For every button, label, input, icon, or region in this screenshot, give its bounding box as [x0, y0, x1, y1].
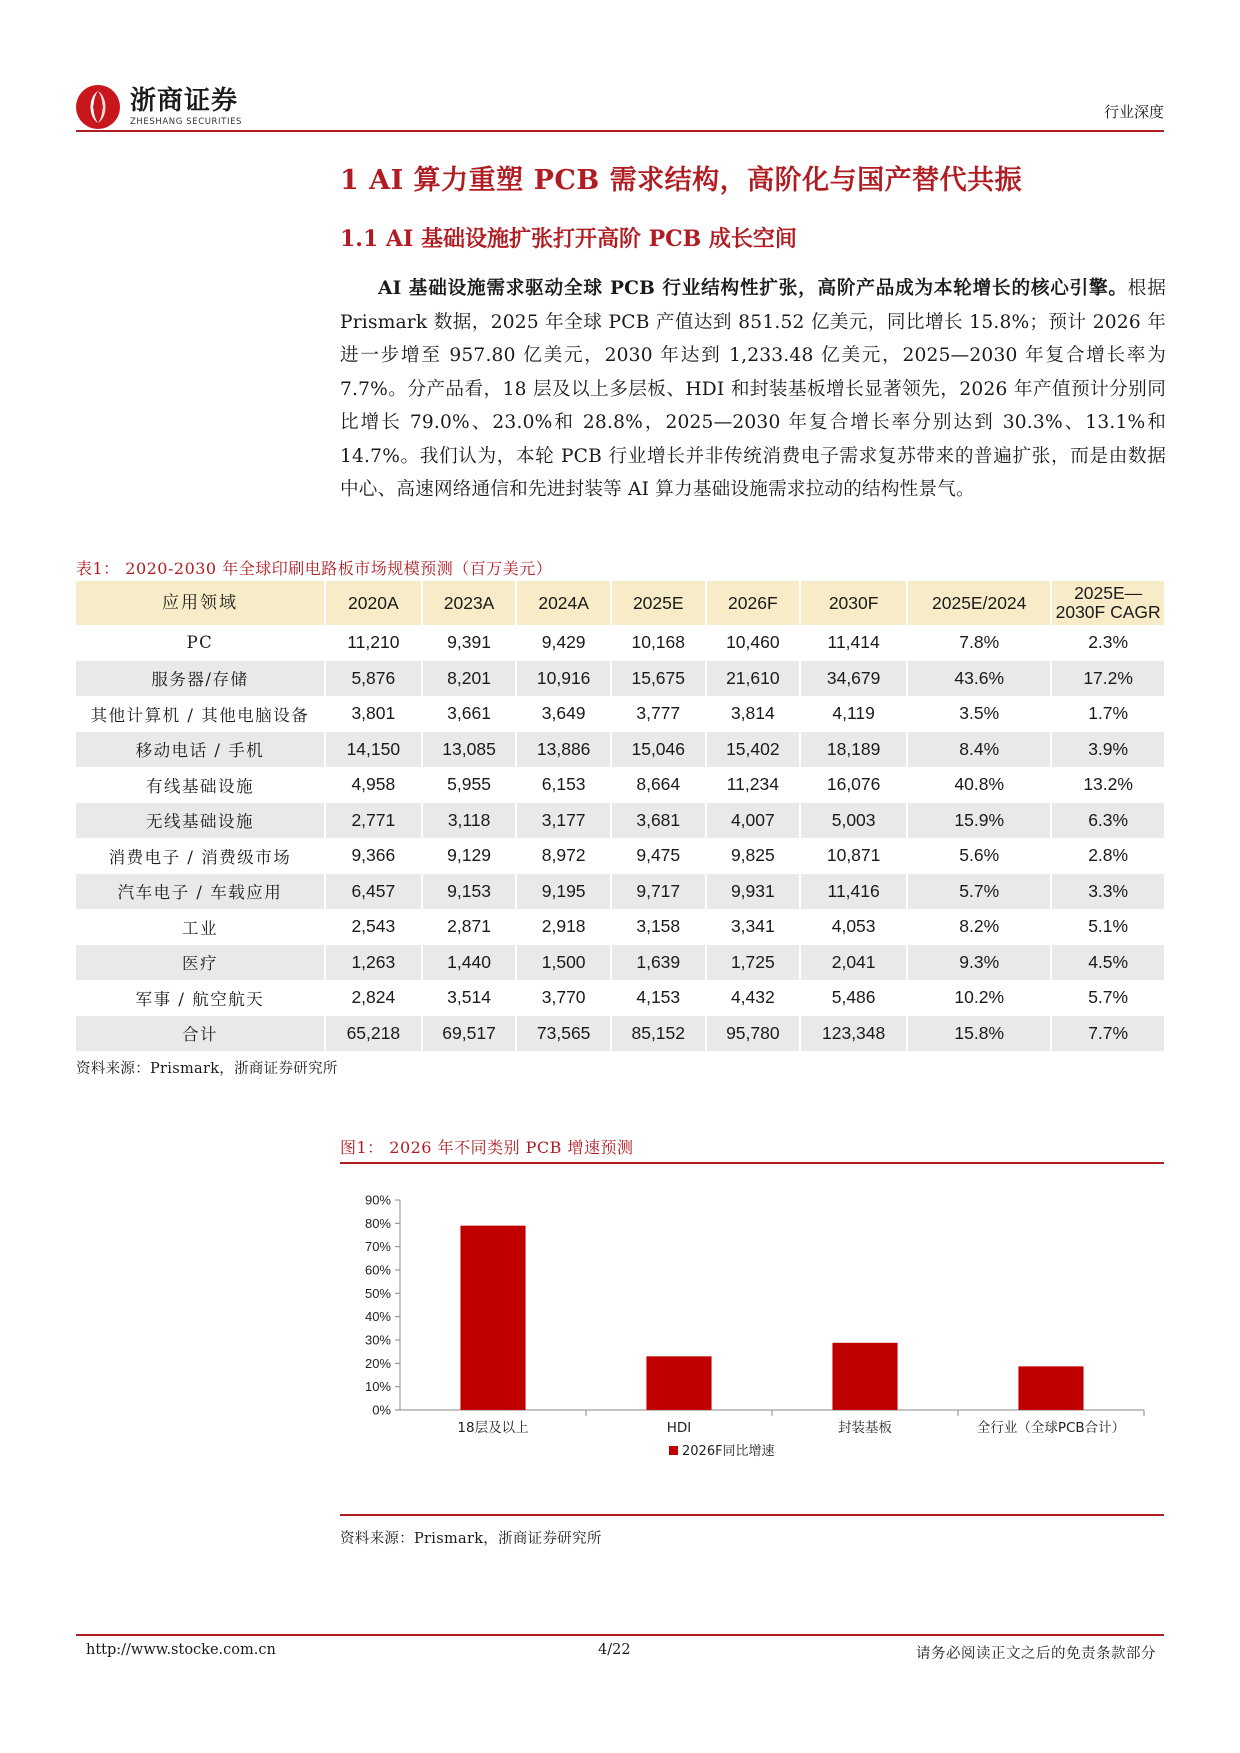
table-row	[76, 767, 1164, 803]
table-cell: 65,218	[325, 1016, 422, 1052]
table-row-label: 医疗	[76, 945, 325, 981]
table-cell: 85,152	[611, 1016, 706, 1052]
table-cell: 15,675	[611, 661, 706, 697]
table-cell: 3.9%	[1051, 732, 1164, 768]
table-cell: 13,085	[422, 732, 517, 768]
table-row	[76, 625, 1164, 661]
table-cell: 4.5%	[1051, 945, 1164, 981]
body-paragraph	[340, 272, 1166, 507]
figure-top-rule	[340, 1162, 1164, 1164]
table-cell: 2,918	[516, 909, 611, 945]
table-cell: 4,432	[706, 980, 801, 1016]
table-cell: 15,402	[706, 732, 801, 768]
table-header-cell: 2025E	[611, 581, 706, 625]
table-row-label: 汽车电子 / 车载应用	[76, 874, 325, 910]
table-source: 资料来源：Prismark，浙商证券研究所	[76, 1061, 338, 1077]
table-cell: 123,348	[800, 1016, 907, 1052]
table-cell: 5,486	[800, 980, 907, 1016]
table-cell: 2,771	[325, 803, 422, 839]
table-cell: 9,366	[325, 838, 422, 874]
table-cell: 3,661	[422, 696, 517, 732]
table-cell: 5,876	[325, 661, 422, 697]
y-tick-label: 60%	[364, 1262, 391, 1278]
table-cell: 34,679	[800, 661, 907, 697]
growth-bar-chart	[340, 1170, 1164, 1510]
y-tick-label: 0%	[372, 1402, 391, 1418]
table-cell: 43.6%	[907, 661, 1051, 697]
table-caption: 表1： 2020-2030 年全球印刷电路板市场规模预测（百万美元）	[76, 559, 553, 578]
section-heading: 1 AI 算力重塑 PCB 需求结构，高阶化与国产替代共振	[340, 165, 1023, 196]
table-cell: 11,416	[800, 874, 907, 910]
table-cell: 1,440	[422, 945, 517, 981]
table-cell: 4,119	[800, 696, 907, 732]
table-row-label: 有线基础设施	[76, 767, 325, 803]
page-number: 4/22	[598, 1642, 631, 1658]
table-cell: 13,886	[516, 732, 611, 768]
table-cell: 5.7%	[1051, 980, 1164, 1016]
table-row-label: 消费电子 / 消费级市场	[76, 838, 325, 874]
table-row	[76, 980, 1164, 1016]
table-cell: 8,972	[516, 838, 611, 874]
table-row-label: 无线基础设施	[76, 803, 325, 839]
table-row-label: 服务器/存储	[76, 661, 325, 697]
table-cell: 8.4%	[907, 732, 1051, 768]
table-cell: 5.7%	[907, 874, 1051, 910]
table-header-cell: 2020A	[325, 581, 422, 625]
table-cell: 9,195	[516, 874, 611, 910]
table-cell: 9,391	[422, 625, 517, 661]
table-cell: 7.8%	[907, 625, 1051, 661]
table-cell: 2,871	[422, 909, 517, 945]
table-header-cell: 应用领域	[76, 581, 325, 625]
table-cell: 15.8%	[907, 1016, 1051, 1052]
table-cell: 10,871	[800, 838, 907, 874]
table-cell: 6,457	[325, 874, 422, 910]
table-cell: 8,664	[611, 767, 706, 803]
table-cell: 16,076	[800, 767, 907, 803]
table-cell: 73,565	[516, 1016, 611, 1052]
table-cell: 10,460	[706, 625, 801, 661]
table-cell: 3,777	[611, 696, 706, 732]
table-cell: 2.8%	[1051, 838, 1164, 874]
table-row	[76, 1016, 1164, 1052]
table-cell: 21,610	[706, 661, 801, 697]
table-cell: 5.6%	[907, 838, 1051, 874]
x-tick-label: HDI	[666, 1420, 692, 1436]
footer-divider	[76, 1634, 1164, 1636]
table-cell: 1,639	[611, 945, 706, 981]
table-row	[76, 732, 1164, 768]
table-row	[76, 803, 1164, 839]
figure-bottom-rule	[340, 1514, 1164, 1516]
table-cell: 4,958	[325, 767, 422, 803]
logo-emblem-icon	[74, 83, 122, 131]
table-header-cell: 2023A	[422, 581, 517, 625]
table-header-cell: 2024A	[516, 581, 611, 625]
y-tick-label: 30%	[364, 1332, 391, 1348]
table-cell: 3,681	[611, 803, 706, 839]
y-tick-label: 50%	[364, 1285, 391, 1301]
table-row-label: 军事 / 航空航天	[76, 980, 325, 1016]
table-cell: 9,475	[611, 838, 706, 874]
table-cell: 10,916	[516, 661, 611, 697]
paragraph-body: 根据 Prismark 数据，2025 年全球 PCB 产值达到 851.52 亿美元，同比增长 15.8%；预计 2026 年进一步增至 957.80 亿美元，2030 年达到 1,233.48 亿美元，2025—2030 年复合增长率为 7.7%。分产品看，18 层及以上多层板、HDI 和封装基板增长显著领先，2026 年产值预计分别同比增长 79.0%、23.0%和 28.8%，2025—2030 年复合增长率分别达到 30.3%、13.1%和 14.7%。我们认为，本轮 PCB 行业增长并非传统消费电子需求复苏带来的普遍扩张，而是由数据中心、高速网络通信和先进封装等 AI 算力基础设施需求拉动的结构性景气。	[340, 278, 1166, 500]
table-row	[76, 696, 1164, 732]
table-header-cell: 2026F	[706, 581, 801, 625]
table-cell: 40.8%	[907, 767, 1051, 803]
table-cell: 18,189	[800, 732, 907, 768]
table-cell: 9,153	[422, 874, 517, 910]
table-cell: 6.3%	[1051, 803, 1164, 839]
table-cell: 9,717	[611, 874, 706, 910]
table-cell: 3,158	[611, 909, 706, 945]
table-cell: 13.2%	[1051, 767, 1164, 803]
table-cell: 3,814	[706, 696, 801, 732]
table-cell: 5,955	[422, 767, 517, 803]
table-cell: 2.3%	[1051, 625, 1164, 661]
table-cell: 95,780	[706, 1016, 801, 1052]
table-cell: 4,153	[611, 980, 706, 1016]
table-cell: 9,825	[706, 838, 801, 874]
paragraph-lead: AI 基础设施需求驱动全球 PCB 行业结构性扩张，高阶产品成为本轮增长的核心引擎。	[378, 278, 1128, 299]
table-cell: 11,210	[325, 625, 422, 661]
table-cell: 4,007	[706, 803, 801, 839]
table-cell: 6,153	[516, 767, 611, 803]
table-cell: 1,500	[516, 945, 611, 981]
table-row-label: 其他计算机 / 其他电脑设备	[76, 696, 325, 732]
bar	[1018, 1366, 1083, 1410]
table-cell: 8,201	[422, 661, 517, 697]
logo-name-cn: 浙商证券	[130, 86, 239, 116]
x-tick-label: 封装基板	[838, 1420, 892, 1436]
table-cell: 3,514	[422, 980, 517, 1016]
bar	[646, 1356, 711, 1410]
table-row	[76, 945, 1164, 981]
table-cell: 3,177	[516, 803, 611, 839]
table-cell: 17.2%	[1051, 661, 1164, 697]
table-cell: 9,129	[422, 838, 517, 874]
table-cell: 2,041	[800, 945, 907, 981]
table-cell: 1,725	[706, 945, 801, 981]
disclaimer-note: 请务必阅读正文之后的免责条款部分	[916, 1646, 1156, 1662]
table-cell: 9,931	[706, 874, 801, 910]
footer-website-link[interactable]: http://www.stocke.com.cn	[86, 1642, 276, 1658]
y-tick-label: 80%	[364, 1215, 391, 1231]
report-category: 行业深度	[1103, 103, 1164, 121]
legend-swatch	[669, 1446, 678, 1455]
market-size-table	[76, 581, 1164, 1051]
x-tick-label: 18层及以上	[457, 1420, 529, 1436]
x-tick-label: 全行业（全球PCB合计）	[976, 1420, 1126, 1436]
table-cell: 15.9%	[907, 803, 1051, 839]
figure-caption: 图1： 2026 年不同类别 PCB 增速预测	[340, 1138, 634, 1157]
table-header-cell: 2025E—2030F CAGR	[1051, 581, 1164, 625]
table-cell: 3,341	[706, 909, 801, 945]
table-cell: 11,414	[800, 625, 907, 661]
y-tick-label: 70%	[364, 1239, 391, 1255]
table-cell: 10,168	[611, 625, 706, 661]
table-header-cell: 2025E/2024	[907, 581, 1051, 625]
table-row	[76, 909, 1164, 945]
table-cell: 1,263	[325, 945, 422, 981]
table-header-cell: 2030F	[800, 581, 907, 625]
table-cell: 3,770	[516, 980, 611, 1016]
company-logo	[74, 79, 264, 135]
table-cell: 2,543	[325, 909, 422, 945]
table-row-label: 合计	[76, 1016, 325, 1052]
table-cell: 7.7%	[1051, 1016, 1164, 1052]
y-tick-label: 90%	[364, 1192, 391, 1208]
table-cell: 9,429	[516, 625, 611, 661]
table-row	[76, 661, 1164, 697]
table-cell: 3,801	[325, 696, 422, 732]
table-row	[76, 838, 1164, 874]
y-tick-label: 40%	[364, 1309, 391, 1325]
table-row	[76, 874, 1164, 910]
legend-label: 2026F同比增速	[682, 1444, 775, 1459]
table-cell: 69,517	[422, 1016, 517, 1052]
table-cell: 9.3%	[907, 945, 1051, 981]
table-cell: 11,234	[706, 767, 801, 803]
table-cell: 10.2%	[907, 980, 1051, 1016]
figure-source: 资料来源：Prismark，浙商证券研究所	[340, 1531, 602, 1547]
table-row-label: PC	[76, 625, 325, 661]
y-tick-label: 20%	[364, 1355, 391, 1371]
table-cell: 5.1%	[1051, 909, 1164, 945]
table-cell: 3,649	[516, 696, 611, 732]
bar	[832, 1343, 897, 1410]
subsection-heading: 1.1 AI 基础设施扩张打开高阶 PCB 成长空间	[340, 226, 797, 252]
table-cell: 3.5%	[907, 696, 1051, 732]
table-cell: 2,824	[325, 980, 422, 1016]
table-row-label: 移动电话 / 手机	[76, 732, 325, 768]
table-row-label: 工业	[76, 909, 325, 945]
table-cell: 14,150	[325, 732, 422, 768]
table-cell: 15,046	[611, 732, 706, 768]
logo-name-en: ZHESHANG SECURITIES	[130, 117, 243, 127]
table-cell: 3,118	[422, 803, 517, 839]
table-cell: 1.7%	[1051, 696, 1164, 732]
header-divider	[76, 130, 1164, 132]
table-header-row	[76, 581, 1164, 625]
table-cell: 5,003	[800, 803, 907, 839]
bar	[460, 1226, 525, 1410]
y-tick-label: 10%	[364, 1379, 391, 1395]
table-cell: 8.2%	[907, 909, 1051, 945]
table-cell: 3.3%	[1051, 874, 1164, 910]
table-cell: 4,053	[800, 909, 907, 945]
